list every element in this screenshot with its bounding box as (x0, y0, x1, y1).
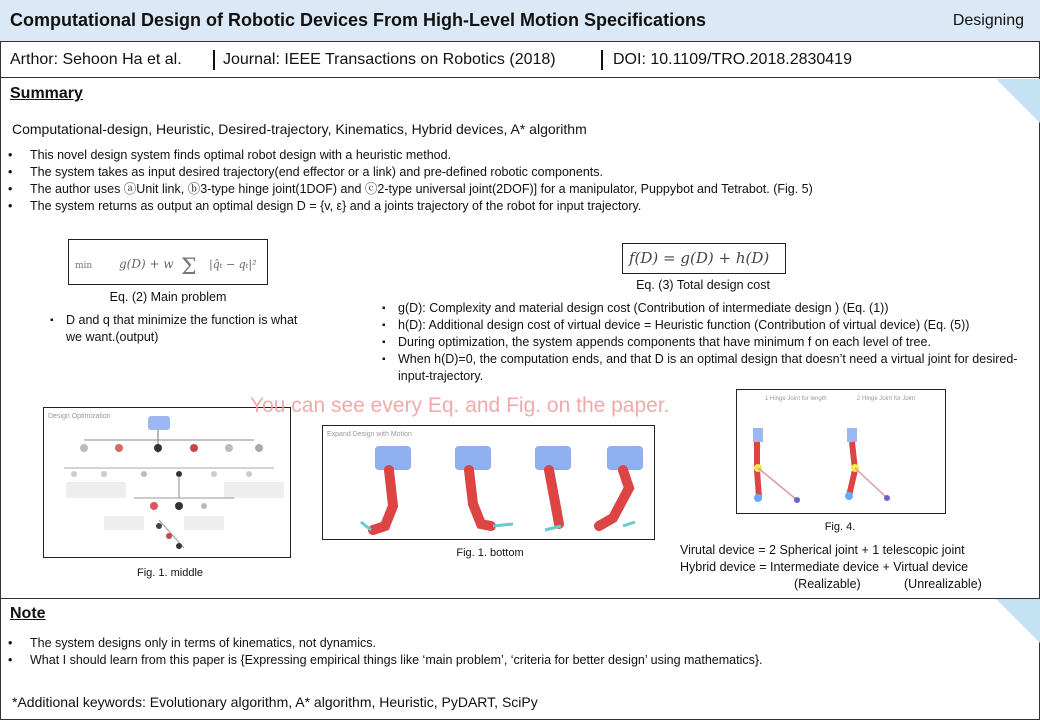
equation-3-points (380, 300, 1030, 385)
robot-arms-graphic (323, 426, 655, 540)
virtual-device-definition: Virutal device = 2 Spherical joint + 1 telescopic joint (680, 543, 965, 557)
summary-bullets (0, 147, 1030, 215)
meta-divider (213, 50, 215, 70)
note-bullets (0, 635, 1030, 669)
additional-keywords: *Additional keywords: Evolutionary algorithm, A* algorithm, Heuristic, PyDART, SciPy (12, 694, 538, 710)
equation-2-graphic (69, 240, 268, 285)
summary-keywords: Computational-design, Heuristic, Desired-trajectory, Kinematics, Hybrid devices, A* algorithm (12, 121, 587, 137)
note-heading: Note (10, 605, 46, 622)
equation-3-caption: Eq. (3) Total design cost (636, 278, 770, 292)
list-item: • The system designs only in terms of kinematics, not dynamics. (0, 635, 1030, 652)
list-item (380, 317, 1030, 334)
equation-3-image (622, 243, 786, 274)
design-tree-graphic (44, 408, 291, 558)
doi-text: DOI: 10.1109/TRO.2018.2830419 (613, 51, 852, 68)
category-tag: Designing (952, 12, 1024, 29)
figure-4-caption: Fig. 4. (824, 521, 856, 533)
list-item: • What I should learn from this paper is {Expressing empirical things like ‘main problem’, ‘criteria for better design’ using mathematics}. (0, 652, 1030, 669)
equation-3-formula: f(D) = g(D) + h(D) (629, 249, 770, 267)
hybrid-device-definition: Hybrid device = Intermediate device + Virtual device (680, 560, 969, 574)
realizable-label: (Realizable) (794, 577, 861, 591)
list-item: ▪ D and q that minimize the function is what we want.(output) (48, 312, 308, 346)
equation-2-image (68, 239, 268, 285)
list-item (380, 300, 1030, 317)
list-item (380, 351, 1030, 385)
list-item: • This novel design system finds optimal robot design with a heuristic method. (0, 147, 1030, 164)
svg-text:Σ: Σ (181, 255, 197, 280)
cost-g-text: g(D): Complexity and material design cost (Contribution of intermediate design ) (Eq. (1)) (398, 301, 889, 315)
meta-bar (0, 42, 1040, 78)
virtual-device-graphic (737, 390, 946, 514)
svg-text:|q̂ₜ − qₜ|²: |q̂ₜ − qₜ|² (209, 258, 257, 271)
svg-text:g(D) + w: g(D) + w (119, 257, 174, 271)
list-item: • The system takes as input desired trajectory(end effector or a link) and pre-defined robotic components. (0, 164, 1030, 181)
paper-title: Computational Design of Robotic Devices From High-Level Motion Specifications (10, 10, 707, 30)
figure-1-bottom-caption: Fig. 1. bottom (456, 547, 524, 559)
figure-label: 1 Hinge Joint for length (765, 396, 827, 402)
title-bar (0, 0, 1040, 42)
watermark-text: You can see every Eq. and Fig. on the paper. (250, 394, 670, 417)
figure-1-middle-caption: Fig. 1. middle (136, 567, 204, 579)
summary-heading: Summary (10, 85, 83, 102)
figure-label: 2 Hinge Joint for Joint (857, 396, 916, 402)
svg-text:min: min (75, 261, 93, 271)
figure-label: Design Optimization (48, 413, 111, 420)
equation-2-notes (48, 312, 308, 346)
note-divider (0, 598, 1040, 599)
unrealizable-label: (Unrealizable) (904, 577, 982, 591)
termination-text: When h(D)=0, the computation ends, and that D is an optimal design that doesn’t need a virtual joint for desired-input-trajectory. (398, 352, 1018, 383)
optimization-text: During optimization, the system appends components that have minimum f on each level of tree. (398, 335, 931, 349)
author-text: Arthor: Sehoon Ha et al. (10, 51, 182, 68)
figure-1-bottom (322, 425, 655, 540)
figure-label: Expand Design with Motion (327, 431, 412, 438)
meta-divider (601, 50, 603, 70)
equation-2-caption: Eq. (2) Main problem (109, 290, 227, 304)
list-item: • The author uses ⓐUnit link, ⓑ3-type hinge joint(1DOF) and ⓒ2-type universal joint(2DOF)] for a manipulator, Puppybot and Tetrabot. (Fig. 5) (0, 181, 1030, 198)
journal-text: Journal: IEEE Transactions on Robotics (2018) (223, 51, 556, 68)
corner-decoration (996, 79, 1040, 123)
cost-h-text: h(D): Additional design cost of virtual device = Heuristic function (Contribution of virtual device) (Eq. (5)) (398, 318, 970, 332)
list-item: • The system returns as output an optimal design D = {v, ε} and a joints trajectory of the robot for input trajectory. (0, 198, 1030, 215)
list-item (380, 334, 1030, 351)
figure-1-middle (43, 407, 291, 558)
figure-4 (736, 389, 946, 514)
